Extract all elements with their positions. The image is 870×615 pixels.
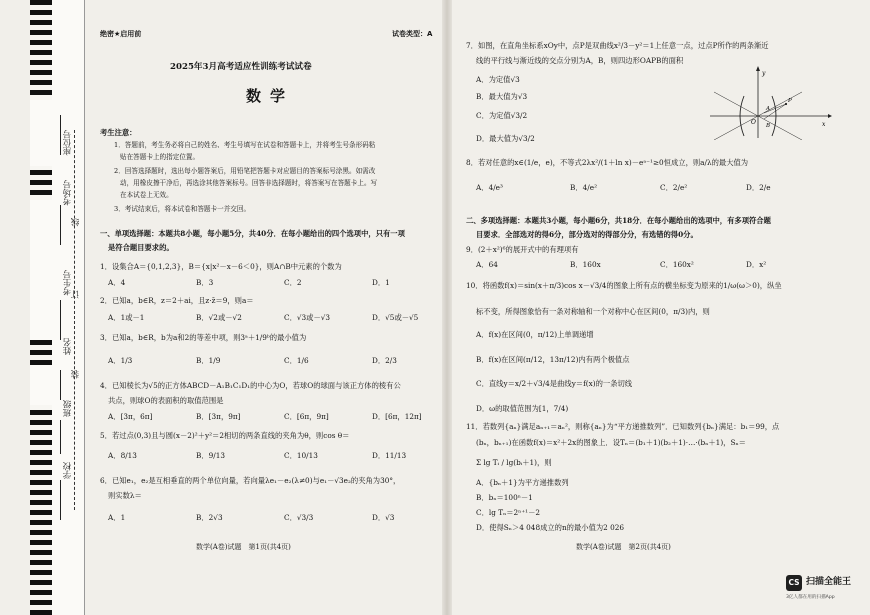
- q2-option-d: D．√5或－√5: [372, 313, 419, 322]
- cut-line: [74, 130, 75, 510]
- binding-label-name: 姓名: [63, 338, 73, 355]
- y-axis-arrow: [756, 66, 760, 71]
- binding-label-school: 学校: [63, 462, 73, 479]
- q4-option-c: C．[6π，9π]: [284, 412, 329, 421]
- binding-field-line: [60, 205, 61, 245]
- point-b-label: B: [766, 123, 771, 129]
- secret-label: 绝密★启用前: [100, 30, 142, 38]
- q7-option-b: B．最大值为√3: [476, 92, 528, 101]
- question-7: 7．如图，在直角坐标系xOy中，点P是双曲线x²/3－y²＝1上任意一点，过点P所作的两条渐近: [466, 41, 769, 50]
- q3-option-a: A．1/3: [108, 356, 133, 365]
- q10-option-c: C．直线y＝x/2＋√3/4是曲线y＝f(x)的一条切线: [476, 379, 633, 388]
- q10-option-a: A．f(x)在区间(0，π/12)上单调递增: [476, 330, 594, 339]
- point-p-label: P: [788, 98, 792, 104]
- page-2-footer: 数学(A卷)试题 第2页(共4页): [576, 543, 671, 551]
- question-11: 11．若数列{aₙ}满足aₙ₊₁＝aₙ²，则称{aₙ}为“平方递推数列”．已知数列{bₙ}满足：b₁＝99，点: [466, 422, 780, 431]
- question-1: 1．设集合A＝{0,1,2,3}，B＝{x|x²－x－6＜0}，则A∩B中元素的个数为: [100, 262, 342, 271]
- q5-option-c: C．10/13: [284, 451, 318, 460]
- q10-option-d: D．ω的取值范围为[1，7/4): [476, 404, 569, 413]
- question-2: 2．已知a，b∈R，z＝2＋ai，且z·z̄＝9，则a＝: [100, 296, 254, 305]
- question-4-cont: 共点，则球O的表面积的取值范围是: [108, 396, 224, 405]
- binding-label-class: 班级: [63, 400, 73, 417]
- scanner-logo-icon: CS: [786, 575, 802, 591]
- page-1-footer: 数学(A卷)试题 第1页(共4页): [196, 543, 291, 551]
- question-7-cont: 线的平行线与渐近线的交点分别为A，B，则四边形OAPB的面积: [476, 56, 684, 65]
- question-5: 5．若过点(0,3)且与圆(x－2)²＋y²＝2相切的两条直线的夹角为θ，则cos θ＝: [100, 431, 350, 440]
- q8-option-b: B．4/e²: [570, 183, 598, 192]
- binding-word-bind: 装: [71, 370, 81, 379]
- question-11-sum: Σ lg Tᵢ / lg(bᵢ＋1)，则: [476, 458, 552, 467]
- binding-label-examinee: 考生号: [63, 270, 73, 296]
- q6-option-b: B．2√3: [196, 513, 223, 522]
- binding-label-seat: 座位号: [63, 130, 73, 156]
- scanner-brand: 扫描全能王: [806, 577, 852, 587]
- q11-option-a: A．{bₙ＋1}为平方递推数列: [476, 478, 569, 487]
- section-heading-2: 二、多项选择题：本题共3小题，每小题6分，共18分．在每小题给出的选项中，有多项符合题: [466, 216, 771, 225]
- q6-option-c: C．√3/3: [284, 513, 314, 522]
- q1-option-c: C．2: [284, 278, 302, 287]
- q1-option-a: A．4: [108, 278, 126, 287]
- subject-title: 数学: [246, 87, 295, 105]
- q2-option-a: A．1或－1: [108, 313, 145, 322]
- q11-option-b: B．bₙ＝100ⁿ－1: [476, 493, 533, 502]
- section-heading-cont: 是符合题目要求的。: [108, 243, 174, 252]
- q9-option-b: B．160x: [570, 260, 601, 269]
- scanner-tagline: 3亿人都在用的扫描App: [786, 595, 835, 600]
- question-10: 10．将函数f(x)＝sin(x＋π/3)cos x－√3/4的图象上所有点的横坐标变为原来的1/ω(ω＞0)，纵坐: [466, 281, 782, 290]
- q7-option-c: C．为定值√3/2: [476, 111, 528, 120]
- q10-option-b: B．f(x)在区间(π/12，13π/12)内有两个极值点: [476, 355, 630, 364]
- paper-type-label: 试卷类型：A: [392, 30, 433, 38]
- binding-field-line: [60, 115, 61, 155]
- binding-field-line: [60, 370, 61, 400]
- question-4: 4．已知棱长为√5的正方体ABCD－A₁B₁C₁D₁的中心为O，若球O的球面与该正方体的棱有公: [100, 381, 401, 390]
- q3-option-c: C．1/6: [284, 356, 309, 365]
- binding-field-line: [60, 480, 61, 520]
- q3-option-b: B．1/9: [196, 356, 221, 365]
- q7-option-a: A．为定值√3: [476, 75, 520, 84]
- question-6-cont: 则实数λ＝: [108, 491, 142, 500]
- note-line: 3．考试结束后，将本试卷和答题卡一并交回。: [114, 205, 251, 213]
- q8-option-d: D．2/e: [746, 183, 771, 192]
- notes-heading: 考生注意：: [100, 128, 137, 137]
- note-line: 贴在答题卡上的指定位置。: [120, 153, 200, 161]
- binding-field-line: [60, 420, 61, 454]
- question-3: 3．已知a，b∈R，b为a和2的等差中项，则3ᵃ＋1/9ᵇ的最小值为: [100, 333, 307, 342]
- q11-option-c: C．lg Tₙ＝2ⁿ⁺¹－2: [476, 508, 541, 517]
- q9-option-a: A．64: [476, 260, 498, 269]
- q4-option-b: B．[3π，9π]: [196, 412, 241, 421]
- exam-page-1: [86, 0, 438, 615]
- section-heading-2-cont: 目要求．全部选对的得6分，部分选对的得部分分，有选错的得0分。: [476, 230, 698, 239]
- q2-option-b: B．√2或－√2: [196, 313, 242, 322]
- binding-field-line: [60, 300, 61, 340]
- x-axis-label: x: [822, 121, 826, 128]
- point-a-label: A: [766, 106, 770, 112]
- question-9: 9．(2＋x²)⁶的展开式中的有理项有: [466, 245, 579, 254]
- q4-option-a: A．[3π，6π]: [108, 412, 153, 421]
- exam-page-2: [452, 0, 870, 615]
- book-gutter: [442, 0, 452, 615]
- q8-option-a: A．4/e³: [476, 183, 503, 192]
- exam-title: 2025年3月高考适应性训练考试试卷: [170, 62, 312, 72]
- note-line: 1．答题前，考生务必将自己的姓名、考生号填写在试卷和答题卡上，并将考生号条形码粘: [114, 141, 376, 149]
- question-8: 8．若对任意的x∈(1/e，e)，不等式2λx²/(1＋ln x)－eᵃ⁻¹≥0恒成立，则a/λ的最大值为: [466, 158, 749, 167]
- q4-option-d: D．[6π，12π]: [372, 412, 422, 421]
- q5-option-d: D．11/13: [372, 451, 407, 460]
- q2-option-c: C．√3或－√3: [284, 313, 331, 322]
- q3-option-d: D．2/3: [372, 356, 397, 365]
- note-line: 在本试卷上无效。: [120, 191, 173, 199]
- point-p: [785, 103, 787, 105]
- note-line: 2．回答选择题时，选出每小题答案后，用铅笔把答题卡对应题目的答案标号涂黑。如需改: [114, 167, 376, 175]
- q6-option-d: D．√3: [372, 513, 395, 522]
- hyperbola-figure: [708, 66, 832, 140]
- section-heading: 一、单项选择题：本题共8小题，每小题5分，共40分．在每小题给出的四个选项中，只有一项: [100, 229, 405, 238]
- q7-option-d: D．最大值为√3/2: [476, 134, 535, 143]
- q9-option-d: D．x²: [746, 260, 767, 269]
- q6-option-a: A．1: [108, 513, 126, 522]
- binding-word-staple: 订: [71, 290, 81, 299]
- binding-word-line: 线: [71, 218, 81, 227]
- q1-option-d: D．1: [372, 278, 390, 287]
- y-axis-label: y: [762, 70, 766, 77]
- question-10-cont: 标不变，所得图象恰有一条对称轴和一个对称中心在区间(0，π/3)内，则: [476, 307, 710, 316]
- q5-option-a: A．8/13: [108, 451, 137, 460]
- binding-label-room: 考场号: [63, 180, 73, 206]
- note-line: 动，用橡皮擦干净后，再选涂其他答案标号。回答非选择题时，将答案写在答题卡上。写: [120, 179, 378, 187]
- question-11-cont: (bₙ，bₙ₊₁)在函数f(x)＝x²＋2x的图象上．设Tₙ＝(b₁＋1)(b₂＋1)·…·(bₙ＋1)，Sₙ＝: [476, 438, 746, 447]
- q5-option-b: B．9/13: [196, 451, 226, 460]
- q11-option-d: D．使得Sₙ＞4 048成立的n的最小值为2 026: [476, 523, 625, 532]
- origin-label: O: [751, 119, 756, 126]
- x-axis-arrow: [828, 114, 832, 118]
- q1-option-b: B．3: [196, 278, 214, 287]
- q9-option-c: C．160x²: [660, 260, 694, 269]
- q8-option-c: C．2/e²: [660, 183, 688, 192]
- question-6: 6．已知e₁，e₂是互相垂直的两个单位向量，若向量λe₁－e₂(λ≠0)与e₁－√3e₂的夹角为30°，: [100, 476, 401, 485]
- binding-barcode-stripes: [30, 0, 52, 615]
